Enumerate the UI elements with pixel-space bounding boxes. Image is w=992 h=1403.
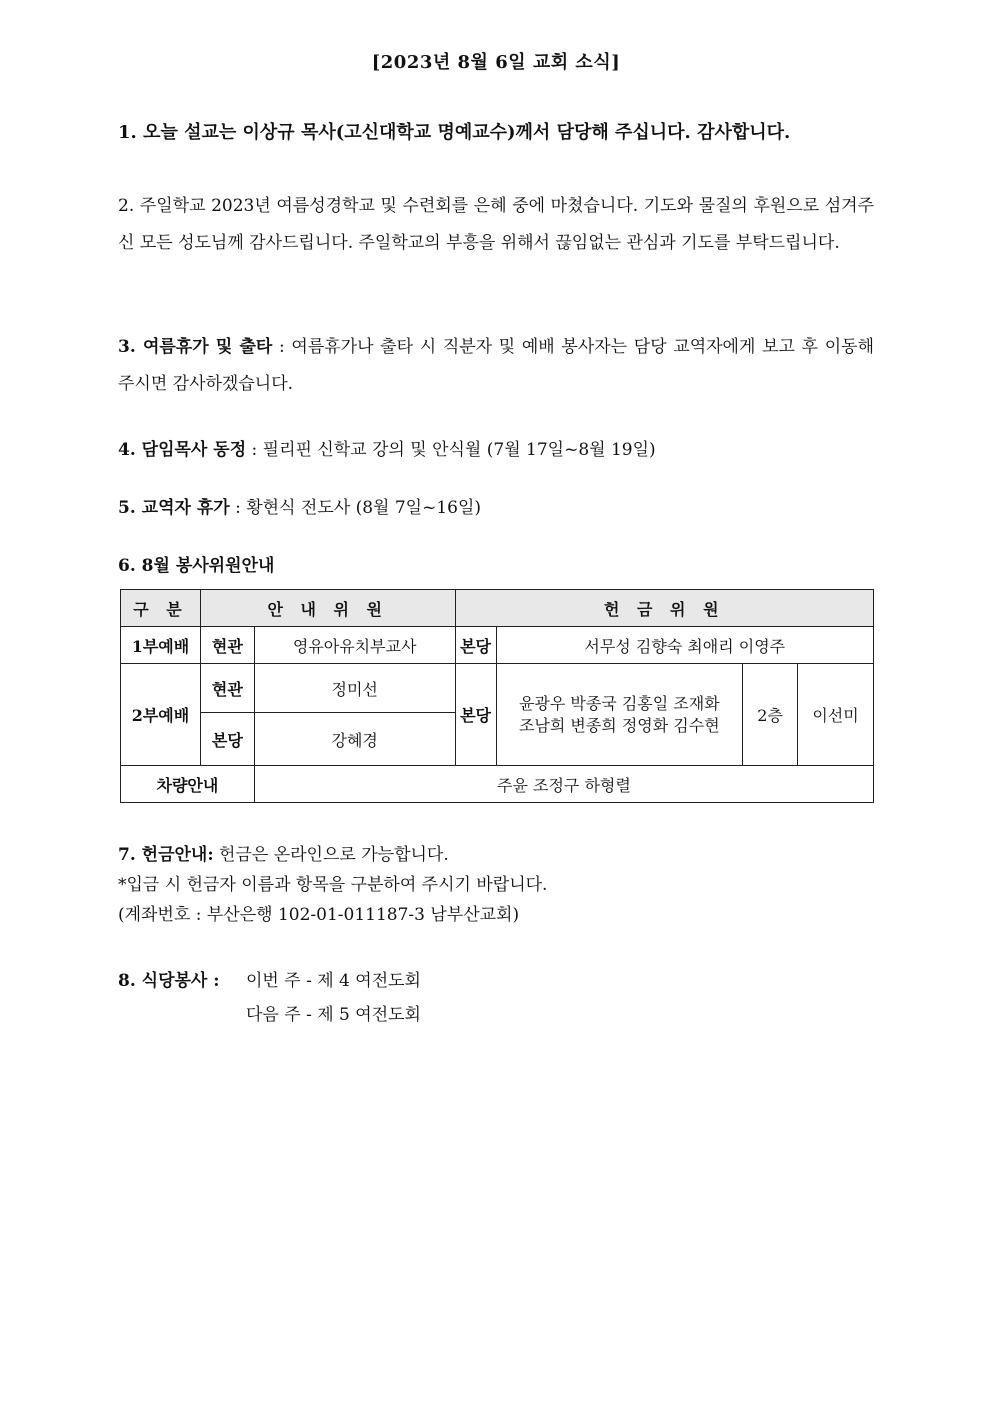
row1-service: 1부예배: [121, 627, 201, 664]
announcement-staff-vacation-text: : 황현식 전도사 (8월 7일~16일): [229, 498, 482, 518]
offering-note: *입금 시 헌금자 이름과 항목을 구분하여 주시기 바랍니다.: [118, 875, 548, 895]
row2-usher-b: 강혜경: [254, 713, 455, 766]
row1-usher: 영유아유치부교사: [254, 627, 455, 664]
volunteer-table: [120, 589, 874, 803]
row2-service: 2부예배: [121, 664, 201, 766]
row3-people: 주윤 조정구 하형렬: [254, 766, 873, 803]
meal-service-label: 8. 식당봉사 :: [118, 971, 220, 991]
row2-floor: 2층: [743, 664, 798, 766]
page-title: [2023년 8월 6일 교회 소식]: [371, 52, 621, 73]
row3-label: 차량안내: [121, 766, 255, 803]
row1-offering: 서무성 김향숙 최애리 이영주: [496, 627, 874, 664]
announcement-pastor-label: 4. 담임목사 동정: [118, 440, 247, 460]
row2-offering-line2: 조남희 변종희 정영화 김수현: [518, 715, 720, 735]
table-header-offering: 헌 금 위 원: [455, 590, 873, 627]
table-header-category: 구 분: [121, 590, 201, 627]
announcement-vacation: [118, 329, 874, 403]
table-row: [121, 766, 874, 803]
row2-place-a: 현관: [200, 664, 254, 713]
announcement-offering-label: 7. 헌금안내:: [118, 845, 214, 865]
announcement-sunday-school: 2. 주일학교 2023년 여름성경학교 및 수련회를 은혜 중에 마쳤습니다. 기도와 물질의 후원으로 섬겨주신 모든 성도님께 감사드립니다. 주일학교의 부흥을 위해서 끊임없는 관심과 기도를 부탁드립니다.: [118, 196, 874, 253]
announcement-volunteers: [118, 548, 874, 585]
announcement-vacation-label: 3. 여름휴가 및 출타: [118, 337, 273, 357]
table-row: [121, 664, 874, 713]
row1-place: 현관: [200, 627, 254, 664]
table-header-usher: 안 내 위 원: [200, 590, 455, 627]
announcement-vacation-text: : 여름휴가나 출타 시 직분자 및 예배 봉사자는 담당 교역자에게 보고 후 이동해 주시면 감사하겠습니다.: [118, 337, 874, 394]
announcement-sermon: 1. 오늘 설교는 이상규 목사(고신대학교 명예교수)께서 담당해 주십니다. 감사합니다.: [118, 122, 791, 143]
announcement-pastor: [118, 432, 874, 469]
announcement-volunteers-label: 6. 8월 봉사위원안내: [118, 556, 275, 576]
row1-offering-place: 본당: [455, 627, 496, 664]
table-row: [121, 627, 874, 664]
announcement-staff-vacation-label: 5. 교역자 휴가: [118, 498, 230, 518]
row2-place-b: 본당: [200, 713, 254, 766]
row2-floor-person: 이선미: [798, 664, 874, 766]
announcement-offering: [118, 840, 449, 870]
meal-service-next-week: 다음 주 - 제 5 여전도회: [246, 1005, 421, 1025]
meal-service-this-week: 이번 주 - 제 4 여전도회: [246, 971, 421, 991]
announcement-pastor-text: : 필리핀 신학교 강의 및 안식월 (7월 17일~8월 19일): [246, 440, 656, 460]
offering-account: (계좌번호 : 부산은행 102-01-011187-3 남부산교회): [118, 905, 520, 925]
row2-offering-line1: 윤광우 박종국 김홍일 조재화: [518, 693, 720, 713]
row2-offering: [496, 664, 743, 766]
announcement-staff-vacation: [118, 490, 874, 527]
announcement-offering-text: 헌금은 온라인으로 가능합니다.: [213, 845, 449, 865]
table-header-row: [121, 590, 874, 627]
row2-offering-place: 본당: [455, 664, 496, 766]
row2-usher-a: 정미선: [254, 664, 455, 713]
